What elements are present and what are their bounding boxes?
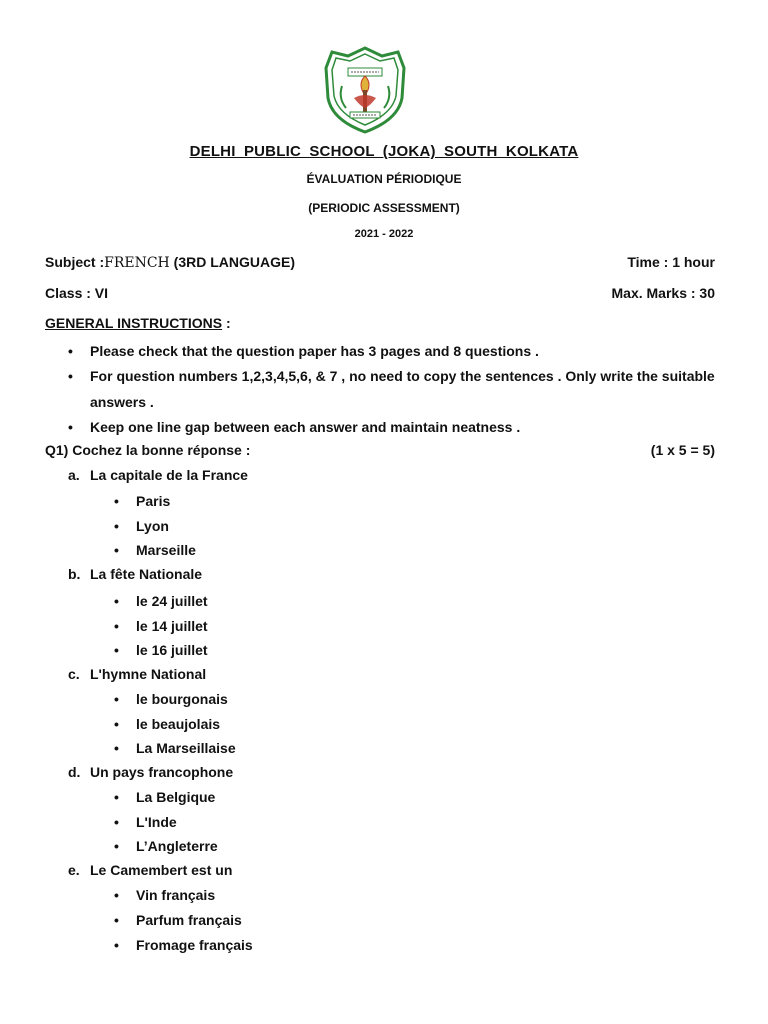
question-1-header (45, 442, 715, 458)
option-item: • le bourgonais (114, 691, 228, 707)
instruction-text: For question numbers 1,2,3,4,5,6, & 7 , no need to copy the sentences . Only write the suitable answers . (90, 368, 715, 410)
max-marks-label: Max. Marks : 30 (611, 285, 715, 301)
bullet-icon: • (114, 593, 119, 609)
subject-value: FRENCH (104, 255, 170, 271)
bullet-icon: • (114, 542, 119, 558)
bullet-icon: • (114, 518, 119, 534)
option-item: • Parfum français (114, 912, 242, 928)
option-item: • Marseille (114, 542, 196, 558)
bullet-icon: • (68, 343, 73, 359)
evaluation-title: ÉVALUATION PÉRIODIQUE (306, 172, 462, 186)
question-item-text: La fête Nationale (90, 566, 203, 582)
question-item-text: L'hymne National (90, 666, 207, 682)
class-row (45, 285, 715, 301)
academic-year: 2021 - 2022 (354, 228, 414, 240)
assessment-title: (PERIODIC ASSESSMENT) (308, 201, 460, 215)
bullet-icon: • (114, 691, 119, 707)
option-item: • Vin français (114, 887, 216, 903)
option-item: • L'Inde (114, 814, 177, 830)
bullet-icon: • (114, 912, 119, 928)
option-item: • le 24 juillet (114, 593, 208, 609)
bullet-icon: • (68, 419, 73, 435)
option-item: • le 14 juillet (114, 618, 208, 634)
option-item: • Fromage français (114, 937, 253, 953)
question-1-title: Q1) Cochez la bonne réponse : (45, 442, 251, 458)
bullet-icon: • (114, 838, 119, 854)
subject-label: Subject : (45, 254, 105, 270)
bullet-icon: • (114, 740, 119, 756)
question-item-a: a. La capitale de la France (68, 467, 248, 483)
question-item-c: c. L'hymne National (68, 666, 207, 682)
question-item-text: Un pays francophone (90, 764, 234, 780)
time-label: Time : 1 hour (627, 254, 715, 270)
school-crest-logo (324, 46, 406, 134)
option-item: • Paris (114, 493, 171, 509)
subject-row (45, 254, 715, 271)
question-1-marks: (1 x 5 = 5) (650, 442, 715, 458)
subject-suffix: (3RD LANGUAGE) (169, 254, 296, 270)
bullet-icon: • (114, 618, 119, 634)
bullet-icon: • (114, 716, 119, 732)
instructions-heading-text: GENERAL INSTRUCTIONS (45, 315, 223, 331)
option-item: • le 16 juillet (114, 642, 208, 658)
bullet-icon: • (114, 642, 119, 658)
option-item: • Lyon (114, 518, 169, 534)
instruction-item (68, 414, 720, 440)
question-item-text: Le Camembert est un (90, 862, 233, 878)
question-item-b: b. La fête Nationale (68, 566, 203, 582)
option-item: • La Belgique (114, 789, 216, 805)
instruction-item (68, 338, 720, 364)
option-item: • le beaujolais (114, 716, 221, 732)
option-item: • La Marseillaise (114, 740, 236, 756)
instruction-text: Please check that the question paper has 3 pages and 8 questions . (90, 343, 539, 359)
bullet-icon: • (68, 368, 73, 384)
bullet-icon: • (114, 493, 119, 509)
bullet-icon: • (114, 789, 119, 805)
option-item: • L’Angleterre (114, 838, 218, 854)
class-label: Class : VI (45, 285, 109, 301)
instruction-text: Keep one line gap between each answer and maintain neatness . (90, 419, 521, 435)
question-item-d: d. Un pays francophone (68, 764, 234, 780)
bullet-icon: • (114, 814, 119, 830)
bullet-icon: • (114, 937, 119, 953)
question-item-text: La capitale de la France (90, 467, 248, 483)
instruction-item (68, 363, 720, 415)
question-item-e: e. Le Camembert est un (68, 862, 233, 878)
school-name: DELHI PUBLIC SCHOOL (JOKA) SOUTH KOLKATA (189, 143, 579, 160)
instructions-heading: GENERAL INSTRUCTIONS : (45, 315, 231, 331)
bullet-icon: • (114, 887, 119, 903)
